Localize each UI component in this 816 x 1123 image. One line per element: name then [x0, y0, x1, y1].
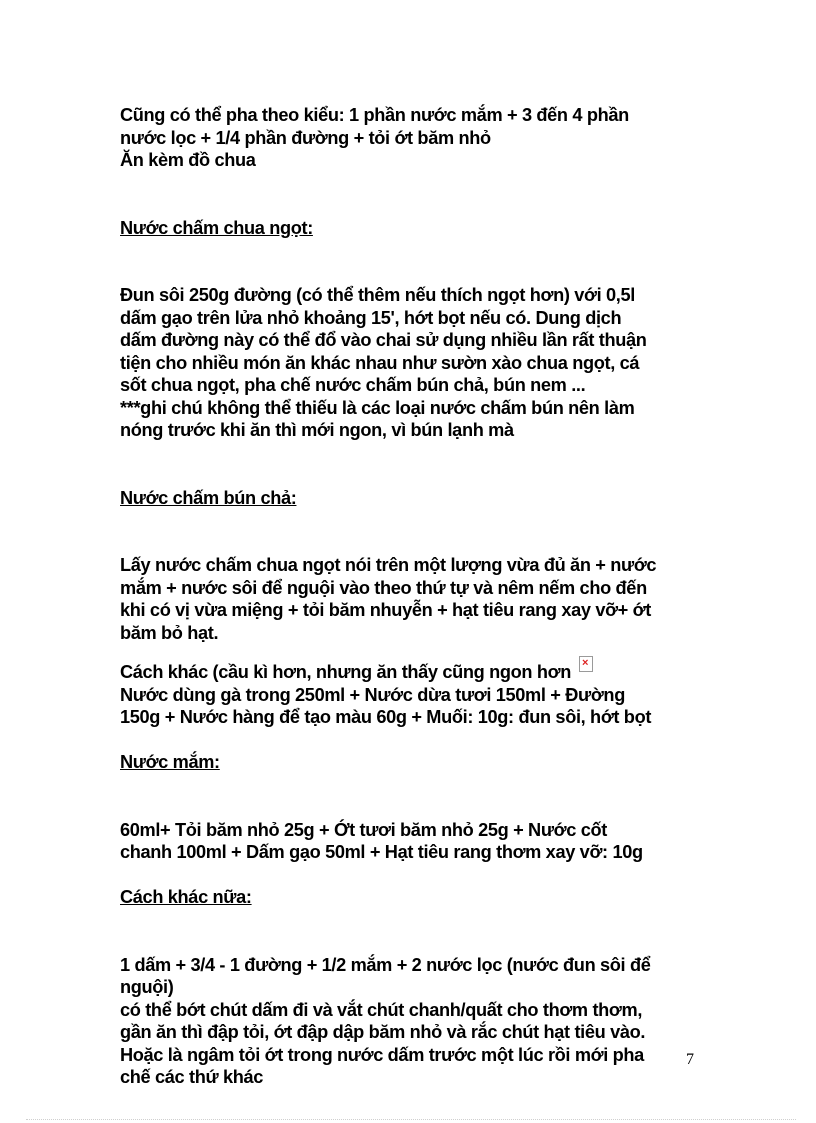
text-line: dấm đường này có thể đổ vào chai sử dụng nhiều lần rất thuận [120, 330, 647, 350]
text-line: Nước dùng gà trong 250ml + Nước dừa tươi 150ml + Đường [120, 684, 625, 705]
section-heading: Nước chấm bún chả: [120, 487, 297, 508]
text-line: 1 dấm + 3/4 - 1 đường + 1/2 mắm + 2 nước lọc (nước đun sôi để [120, 954, 651, 975]
text-line: tiện cho nhiều món ăn khác nhau như sườn xào chua ngọt, cá [120, 352, 640, 373]
text-line: khi có vị vừa miệng + tỏi băm nhuyễn + hạt tiêu rang xay vỡ+ ớt [120, 600, 651, 620]
text-line: chanh 100ml + Dấm gạo 50ml + Hạt tiêu rang thơm xay vỡ: 10g [120, 842, 643, 862]
text-line: nước lọc + 1/4 phần đường + tỏi ớt băm nhỏ [120, 127, 491, 148]
broken-image-icon [579, 656, 593, 672]
page-number: 7 [686, 1051, 694, 1068]
text-line [120, 656, 710, 684]
text-line: ***ghi chú không thể thiếu là các loại nước chấm bún nên làm [120, 397, 635, 418]
page-bottom-rule [26, 1119, 796, 1120]
text-line: sốt chua ngọt, pha chế nước chấm bún chả, bún nem ... [120, 375, 586, 395]
text-line: nóng trước khi ăn thì mới ngon, vì bún lạnh mà [120, 420, 514, 440]
text-fragment: Cách khác (cầu kì hơn, nhưng ăn thấy cũng ngon hơn [120, 662, 571, 682]
text-line: gần ăn thì đập tỏi, ớt đập dập băm nhỏ và rắc chút hạt tiêu vào. [120, 1022, 646, 1042]
text-line: có thể bớt chút dấm đi và vắt chút chanh/quất cho thơm thơm, [120, 999, 643, 1020]
text-line: chế các thứ khác [120, 1067, 264, 1087]
document-body [120, 104, 710, 1089]
text-line: Lấy nước chấm chua ngọt nói trên một lượng vừa đủ ăn + nước [120, 555, 657, 575]
text-line: Ăn kèm đồ chua [120, 150, 256, 170]
text-line: băm bỏ hạt. [120, 622, 219, 643]
text-line: 60ml+ Tỏi băm nhỏ 25g + Ớt tươi băm nhỏ 25g + Nước cốt [120, 819, 607, 840]
text-line: Hoặc là ngâm tỏi ớt trong nước dấm trước một lúc rồi mới pha [120, 1044, 644, 1065]
text-line: Cũng có thể pha theo kiểu: 1 phần nước mắm + 3 đến 4 phần [120, 105, 629, 125]
section-heading: Nước chấm chua ngọt: [120, 217, 313, 238]
text-line: dấm gạo trên lửa nhỏ khoảng 15', hớt bọt nếu có. Dung dịch [120, 307, 622, 328]
text-line: nguội) [120, 977, 174, 997]
text-line: 150g + Nước hàng để tạo màu 60g + Muối: 10g: đun sôi, hớt bọt [120, 707, 652, 727]
text-line: Đun sôi 250g đường (có thể thêm nếu thích ngọt hơn) với 0,5l [120, 285, 635, 305]
section-heading: Cách khác nữa: [120, 887, 252, 907]
section-heading: Nước mắm: [120, 752, 220, 772]
text-line: mắm + nước sôi để nguội vào theo thứ tự và nêm nếm cho đến [120, 577, 647, 598]
